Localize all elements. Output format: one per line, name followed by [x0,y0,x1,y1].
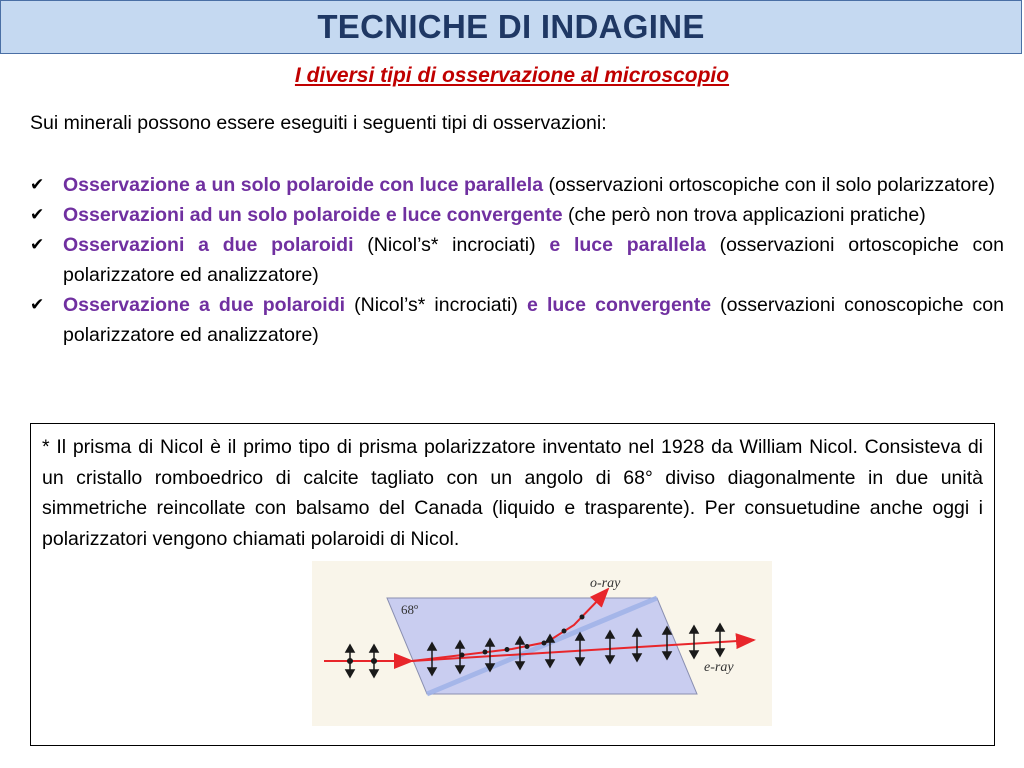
observation-item [30,290,1004,350]
observation-item [30,230,1004,290]
intro-text: Sui minerali possono essere eseguiti i seguenti tipi di osservazioni: [30,112,607,134]
observation-text: (osservazioni conoscopiche con polarizzatore ed analizzatore) [63,294,1004,346]
nicol-footnote-text: * Il prisma di Nicol è il primo tipo di prisma polarizzatore inventato nel 1928 da William Nicol. Consisteva di un cristallo romboedrico di calcite tagliato con un angolo di 68° diviso diagonalmente in due unità simmetriche reincollate con balsamo del Canada (liquido e trasparente). Per consuetudine anche oggi i polarizzatori vengono chiamati polaroidi di Nicol. [42,436,983,550]
e-ray-label: e-ray [704,660,734,675]
observation-item [30,170,1004,200]
observation-highlight-text: Osservazioni ad un solo polaroide e luce convergente [63,204,563,226]
o-ray-label: o-ray [590,576,621,591]
observation-item [30,200,1004,230]
observation-highlight-text: Osservazioni a due polaroidi [63,234,354,256]
observation-highlight-text: e luce parallela [549,234,706,256]
observation-text: (osservazioni ortoscopiche con polarizzatore ed analizzatore) [63,234,1004,286]
observation-highlight-text: e luce convergente [527,294,712,316]
nicol-prism-svg [312,561,772,726]
page-title: TECNICHE DI INDAGINE [317,8,705,45]
check-icon: ✔ [30,205,45,224]
nicol-prism-diagram [312,561,772,726]
check-icon: ✔ [30,295,45,314]
observation-text: (che però non trova applicazioni pratiche) [562,204,926,226]
check-icon: ✔ [30,235,45,254]
check-icon: ✔ [30,175,45,194]
observation-list [30,170,1004,350]
observation-text: (osservazioni ortoscopiche con il solo polarizzatore) [543,174,996,196]
observation-text: (Nicol’s* incrociati) [345,294,527,316]
nicol-footnote-box [30,423,995,746]
title-bar [0,0,1022,54]
angle-label: 68º [401,602,419,617]
observation-highlight-text: Osservazione a un solo polaroide con luce parallela [63,174,544,196]
page-subtitle: I diversi tipi di osservazione al microscopio [294,64,730,87]
observation-highlight-text: Osservazione a due polaroidi [63,294,346,316]
observation-text: (Nicol’s* incrociati) [353,234,550,256]
